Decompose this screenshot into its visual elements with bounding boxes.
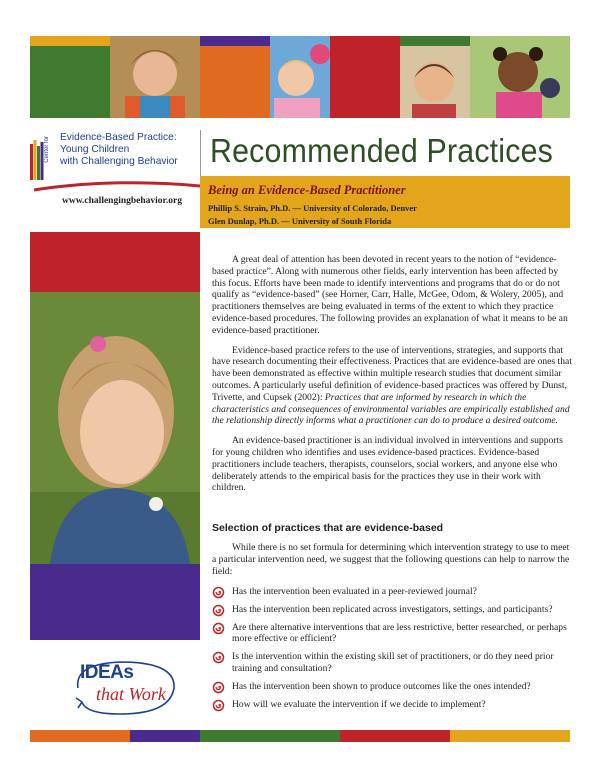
swirl-bullet-icon [212, 622, 225, 635]
ideas-line-1: IDEAs [80, 662, 134, 683]
page-subtitle: Being an Evidence-Based Practitioner [208, 183, 406, 197]
question-text: Has the intervention been replicated across investigators, settings, and participants? [232, 603, 553, 615]
logo-swoosh [32, 180, 202, 194]
photo-child-3 [400, 46, 470, 118]
list-item [212, 604, 572, 616]
photo-child-main [30, 292, 200, 564]
bottom-green-strip [200, 730, 340, 742]
top-purple-strip [200, 36, 270, 46]
list-item [212, 651, 572, 675]
question-text: Has the intervention been shown to produce outcomes like the ones intended? [232, 680, 531, 692]
list-item [212, 699, 572, 711]
top-green-strip [400, 36, 470, 46]
body-text [212, 254, 572, 502]
question-text: Has the intervention been evaluated in a peer-reviewed journal? [232, 586, 477, 597]
author-1: Phillip S. Strain, Ph.D. — University of Colorado, Denver [208, 203, 417, 213]
left-purple-block [30, 564, 200, 640]
logo-text [60, 132, 178, 168]
photo-child-1 [110, 36, 200, 118]
paragraph-2-definition: Practices that are informed by research in which the characteristics and consequences of environmental variables are empirically established and the relationship directly informs what a practitioner can do to produce a desired outcome. [212, 391, 570, 427]
question-text: Is the intervention within the existing skill set of practitioners, or do they need prior training and consultation? [232, 651, 554, 674]
header-orange-block [200, 46, 270, 118]
list-item [212, 586, 572, 598]
logo-line-1: Evidence-Based Practice: [60, 132, 177, 143]
body-text-2 [212, 542, 572, 585]
swirl-bullet-icon [212, 651, 225, 664]
bottom-orange-strip [30, 730, 130, 742]
paragraph-2-text: Evidence-based practice refers to the use of interventions, strategies, and supports that have research documenting their effectiveness. Practices that are evidence-based are ones that have been demonstrated as effective within multiple research studies that document similar outcomes. A particularly useful definition of evidence-based practices was offered by Dunst, Trivette, and Cupsek (2002): [212, 344, 572, 403]
crayons-icon [30, 134, 44, 180]
cseb-logo [30, 132, 200, 222]
paragraph-1: A great deal of attention has been devoted in recent years to the notion of “evidence-based practice”. Along with numerous other fields, early intervention has been affected by this focus. Efforts have been made to identify interventions and programs that do or do not qualify as “evidence-based” (see Horner, Carr, Halle, McGee, Odom, & Wolery, 2005), and practitioners themselves are being evaluated in terms of the extent to which they practice evidence-based procedures. The following provides an explanation of what it means to be an evidence-based practitioner. [212, 254, 568, 336]
question-text: Are there alternative interventions that are less restrictive, better researched, or perhaps more effective or efficient? [232, 621, 567, 645]
photo-child-2 [270, 36, 330, 118]
bottom-red-strip [340, 730, 450, 742]
list-item [212, 622, 572, 646]
paragraph-2 [212, 345, 572, 428]
header-red-block [330, 36, 400, 118]
photo-child-4 [470, 36, 570, 118]
list-item [212, 681, 572, 693]
paragraph-3: An evidence-based practitioner is an individual involved in interventions and supports for young children who identifies and uses evidence-based practices. Evidence-based practitioners include teachers, therapists, counselors, social workers, and anyone else who deliberately attends to the empirical basis for the practices they use in their work with children. [212, 435, 563, 494]
bottom-yellow-strip [450, 730, 570, 742]
logo-line-2: Young Children [60, 144, 130, 155]
paragraph-4: While there is no set formula for determining which intervention strategy to use to meet a particular intervention need, we suggest that the following questions can help to narrow the field: [212, 542, 570, 577]
swirl-bullet-icon [212, 681, 225, 694]
logo-vertical-text: Center for [44, 136, 50, 163]
ideas-line-2: that Work [96, 684, 166, 704]
swirl-bullet-icon [212, 699, 225, 712]
section-title: Selection of practices that are evidence-based [212, 522, 444, 534]
ideas-that-work-logo [66, 658, 186, 720]
logo-line-3: with Challenging Behavior [60, 156, 178, 167]
author-2: Glen Dunlap, Ph.D. — University of South Florida [208, 216, 392, 226]
swirl-bullet-icon [212, 586, 225, 599]
question-text: How will we evaluate the intervention if we decide to implement? [232, 698, 486, 710]
header-green-block [30, 46, 110, 118]
logo-url: www.challengingbehavior.org [62, 196, 182, 206]
page-title: Recommended Practices [210, 132, 554, 169]
top-yellow-strip [30, 36, 110, 46]
question-list [212, 586, 572, 716]
swirl-bullet-icon [212, 604, 225, 617]
bottom-purple-strip [130, 730, 200, 742]
left-red-block [30, 232, 200, 292]
